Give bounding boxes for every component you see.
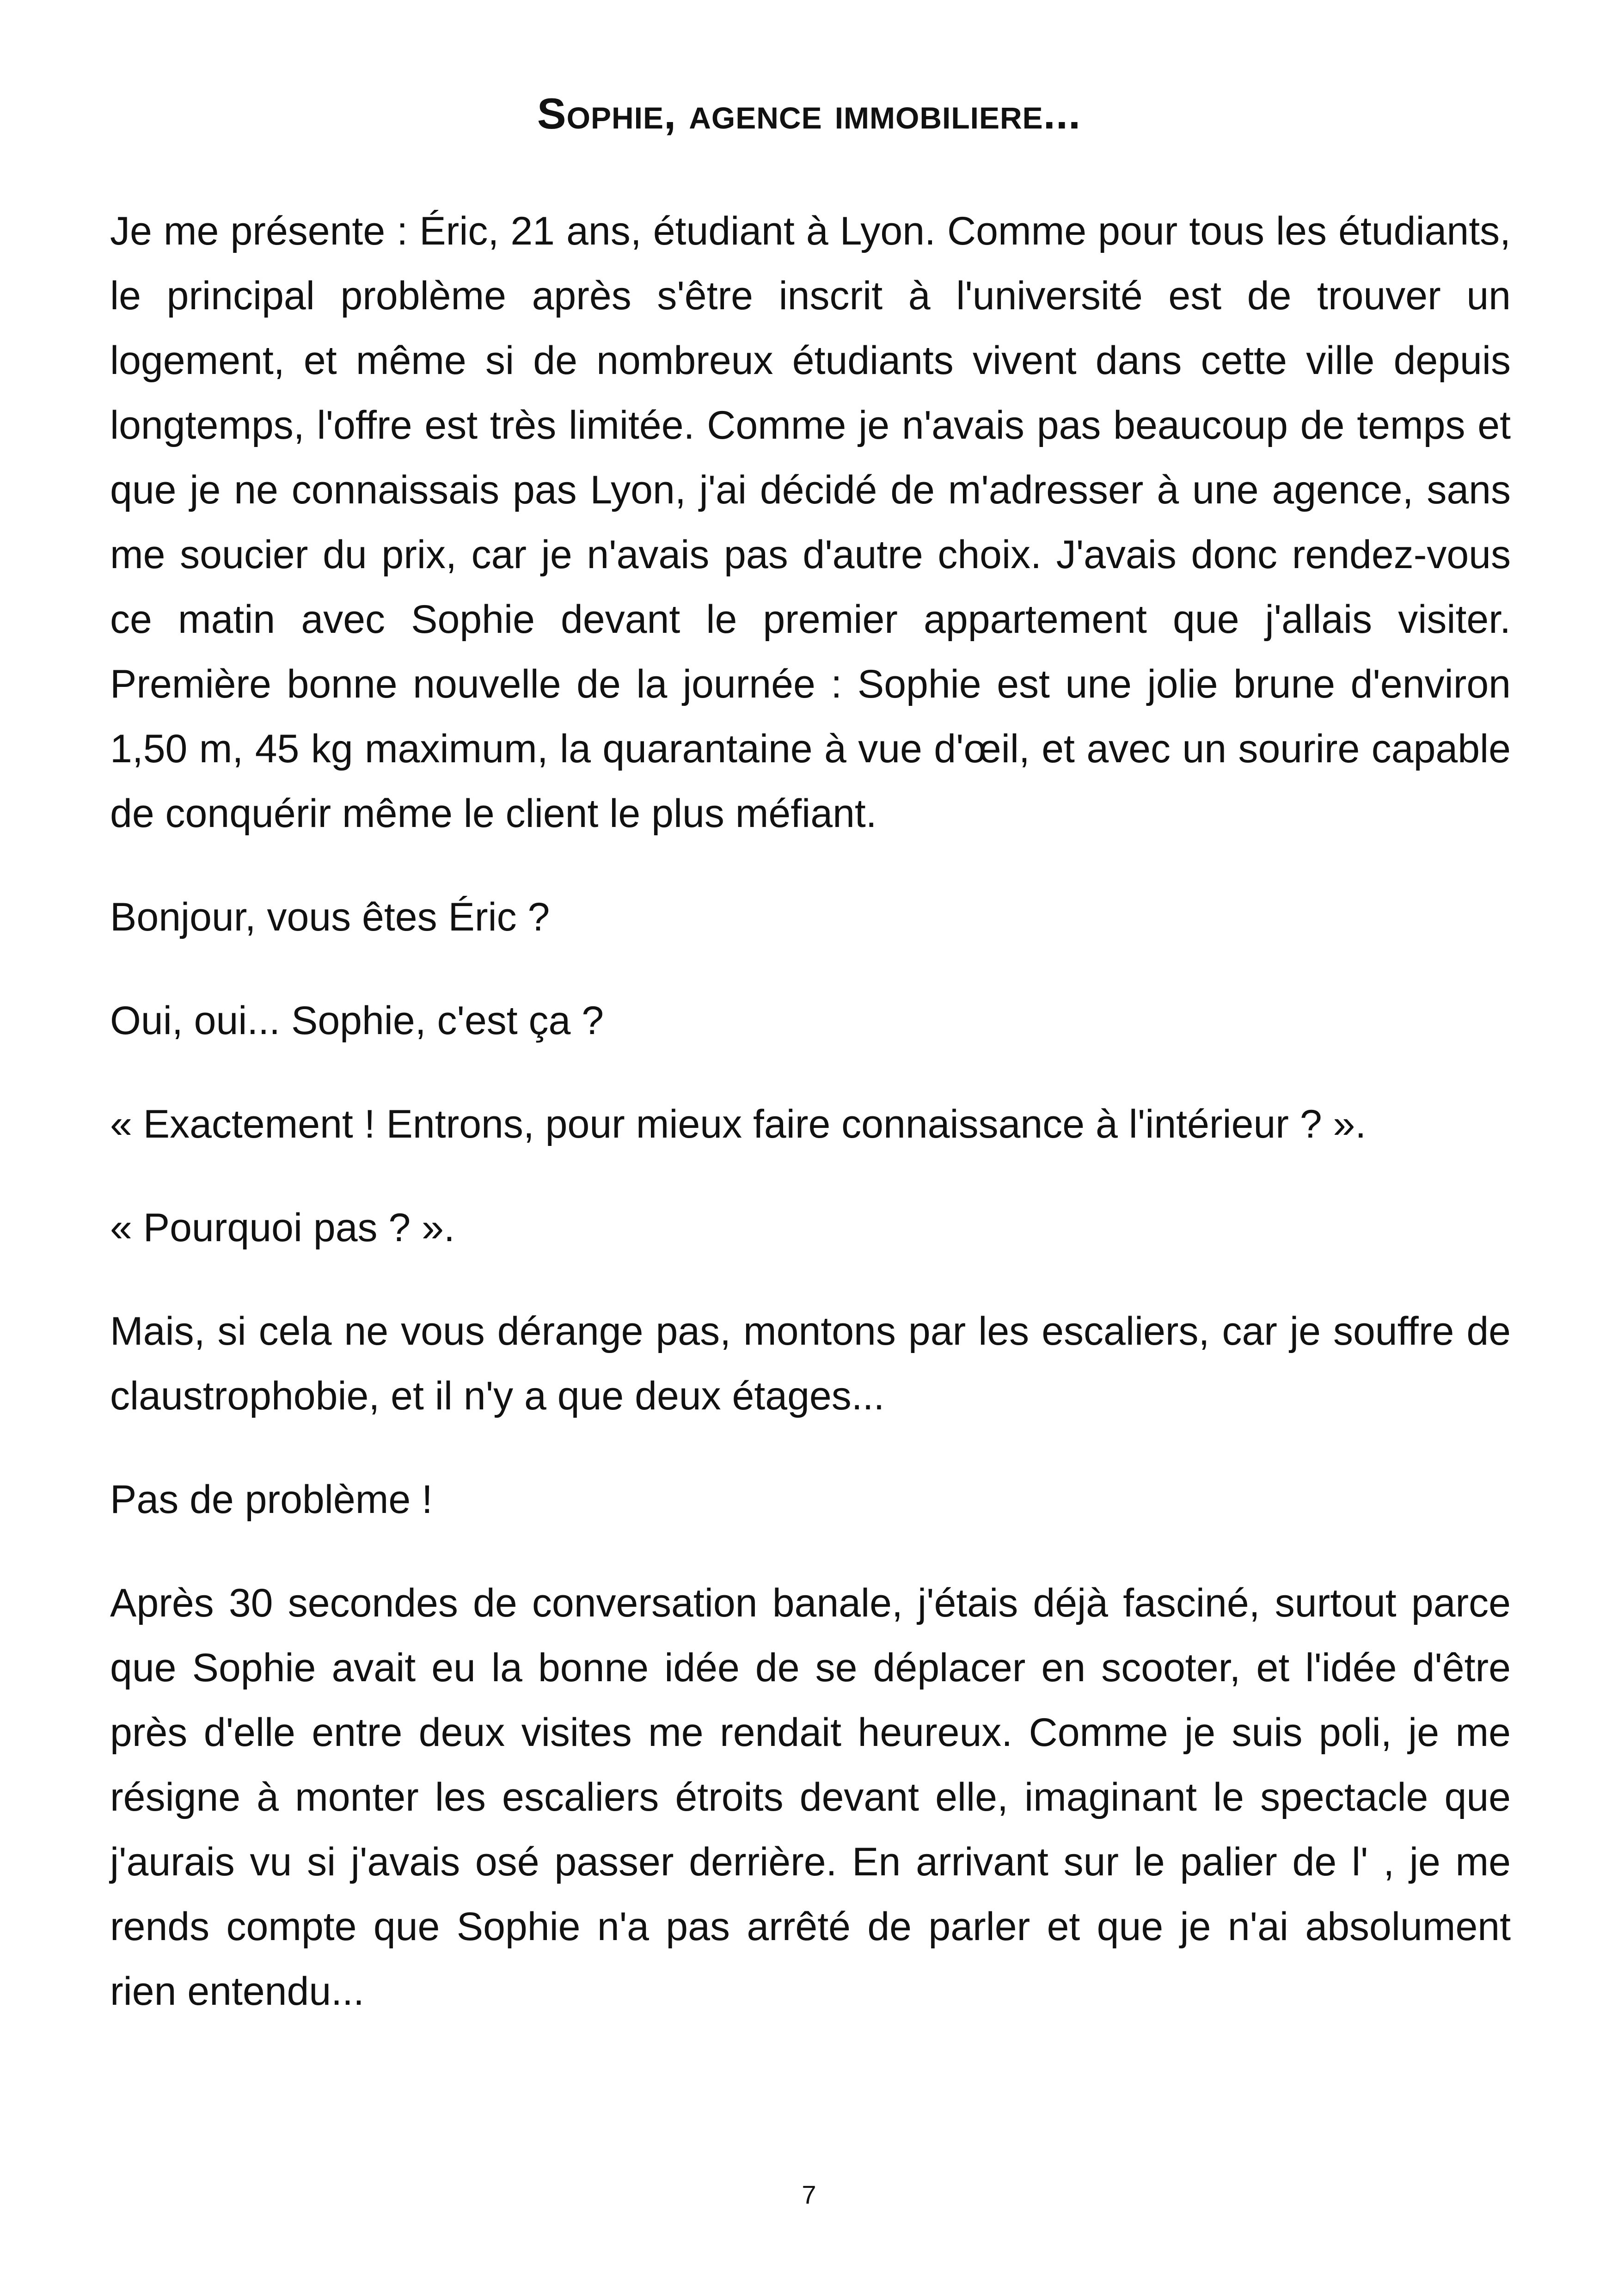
paragraph-pourquoi: « Pourquoi pas ? ». — [110, 1206, 455, 1250]
page-number: 7 — [802, 2180, 816, 2209]
paragraph-exactement: « Exactement ! Entrons, pour mieux faire connaissance à l'intérieur ? ». — [110, 1102, 1367, 1146]
body-text — [110, 199, 1511, 2063]
page-title: Sophie, agence immobiliere... — [537, 89, 1081, 138]
paragraph-reply: Oui, oui... Sophie, c'est ça ? — [110, 998, 604, 1043]
paragraph-greeting: Bonjour, vous êtes Éric ? — [110, 895, 550, 939]
paragraph-pas-de-probleme: Pas de problème ! — [110, 1477, 433, 1522]
paragraph-apres: Après 30 secondes de conversation banale, j'étais déjà fasciné, surtout parce que Sophie avait eu la bonne idée de se déplacer en scooter, et l'idée d'être près d'elle entre deux visites me rendait heureux. Comme je suis poli, je me résigne à monter les escaliers étroits devant elle, imaginant le spectacle que j'aurais vu si j'avais osé passer derrière. En arrivant sur le palier de l' , je me rends compte que Sophie n'a pas arrêté de parler et que je n'ai absolument rien entendu... — [110, 1581, 1511, 2014]
paragraph-intro: Je me présente : Éric, 21 ans, étudiant à Lyon. Comme pour tous les étudiants, le principal problème après s'être inscrit à l'université est de trouver un logement, et même si de nombreux étudiants vivent dans cette ville depuis longtemps, l'offre est très limitée. Comme je n'avais pas beaucoup de temps et que je ne connaissais pas Lyon, j'ai décidé de m'adresser à une agence, sans me soucier du prix, car je n'avais pas d'autre choix. J'avais donc rendez-vous ce matin avec Sophie devant le premier appartement que j'allais visiter. Première bonne nouvelle de la journée : Sophie est une jolie brune d'environ 1,50 m, 45 kg maximum, la quarantaine à vue d'œil, et avec un sourire capable de conquérir même le client le plus méfiant. — [110, 209, 1511, 836]
paragraph-escaliers: Mais, si cela ne vous dérange pas, montons par les escaliers, car je souffre de claustrophobie, et il n'y a que deux étages... — [110, 1309, 1511, 1418]
